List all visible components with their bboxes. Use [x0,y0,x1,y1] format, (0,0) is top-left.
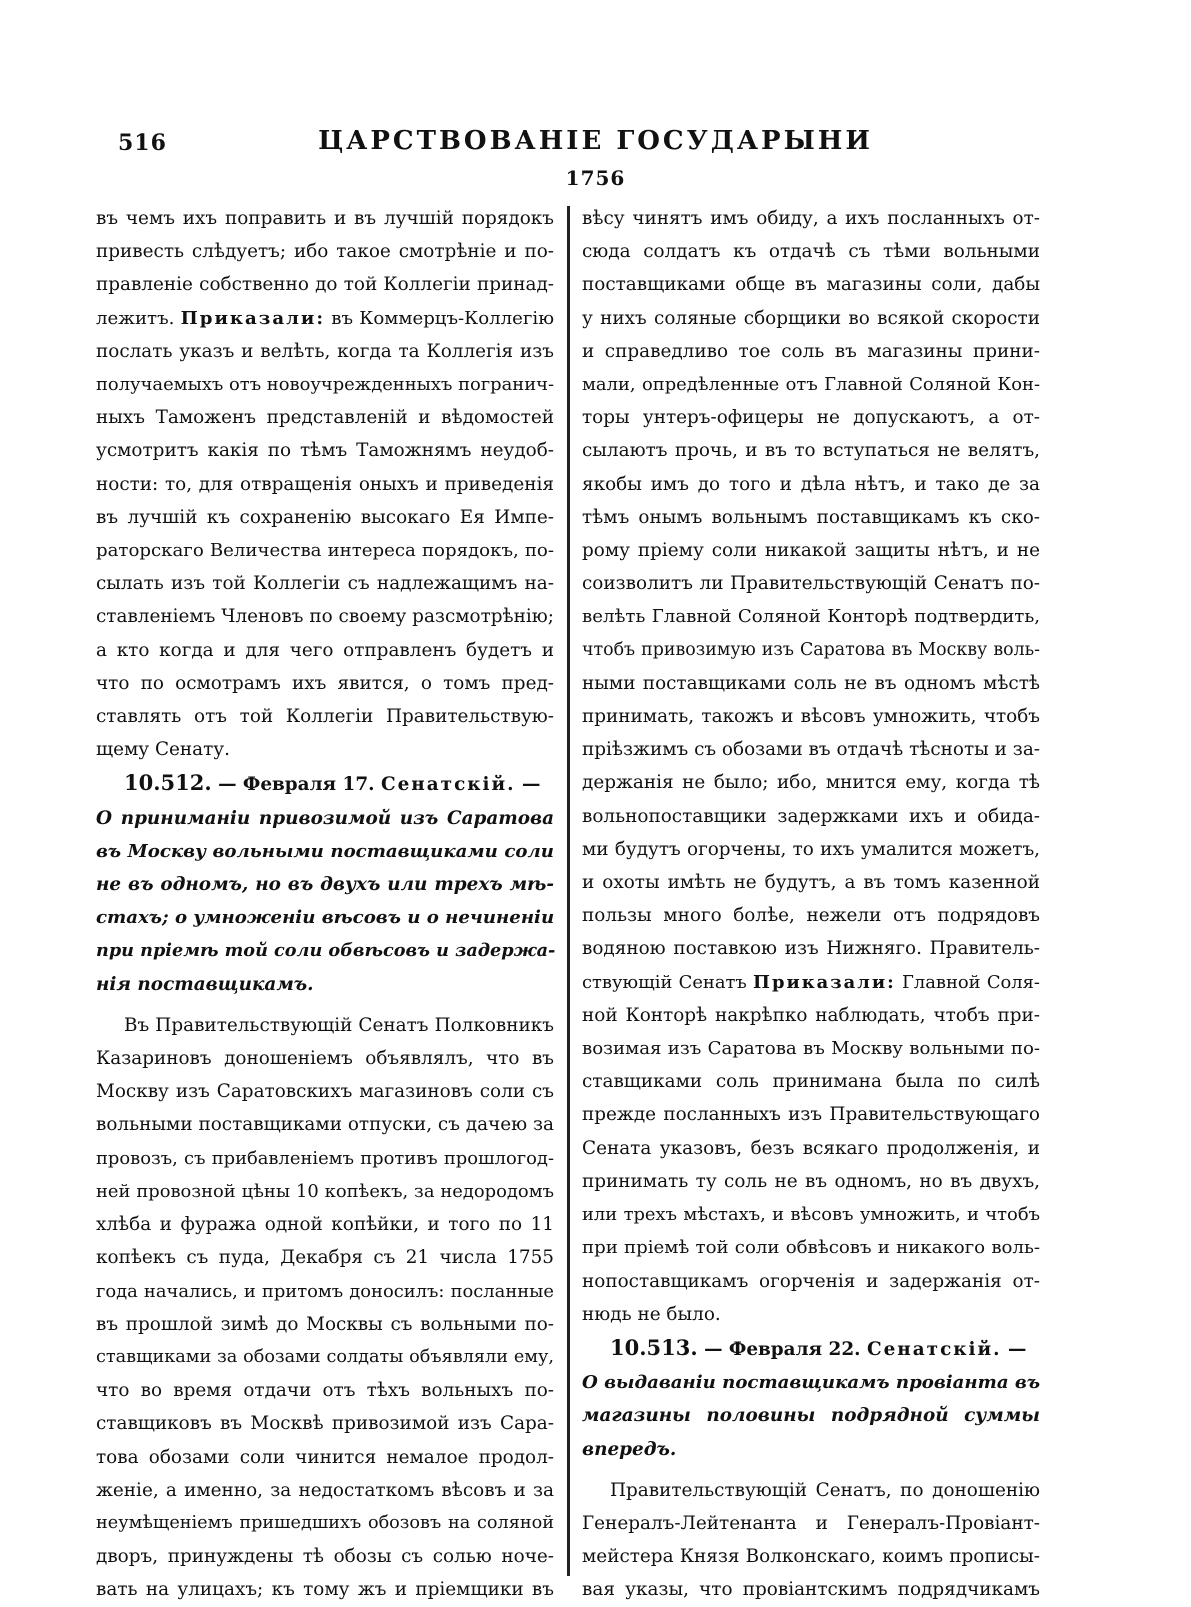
entry-title-line: магазины половины подрядной суммы [582,1405,1040,1427]
text-line [96,302,554,335]
text-line: послать указъ и велѣть, когда та Коллегія изъ [96,340,554,362]
entry-heading-10513 [582,1331,1040,1366]
text-line: торы унтеръ-офицеры не допускаютъ, а от- [582,407,1040,429]
text-line: при пріемѣ той соли обвѣсовъ и никакого воль- [582,1237,1040,1259]
text-fragment: лежитъ. [96,307,175,329]
entry-title-line: О приниманіи привозимой изъ Саратова [96,807,554,829]
text-line: принимать, такожъ и вѣсовъ умножить, чтобъ [582,706,1040,728]
text-line: вѣсу чинятъ имъ обиду, а ихъ посланныхъ от- [582,208,1040,229]
prikazali-keyword: Приказали: [753,971,896,993]
text-line: велѣть Главной Соляной Конторѣ подтвердить, [582,606,1040,628]
prikazali-keyword: Приказали: [180,307,326,329]
text-line: пріѣзжимъ съ обозами въ отдачѣ тѣсноты и за- [582,739,1040,761]
entry-title-line: не въ одномъ, но въ двухъ или трехъ мѣ- [96,874,554,896]
text-line: пользы много болѣе, нежели отъ подрядовъ [582,905,1040,927]
text-fragment: въ Коммерцъ-Коллегію [325,307,554,329]
text-line: провозъ, съ прибавленіемъ противъ прошлогод- [96,1147,554,1169]
page-number: 516 [118,130,167,156]
text-line: вольнопоставщики задержками ихъ и обида- [582,805,1040,827]
running-head: ЦАРСТВОВАНІЕ ГОСУДАРЫНИ [318,126,873,156]
text-line: тѣмъ онымъ вольнымъ поставщикамъ къ ско- [582,506,1040,528]
entry-title-line: впередъ. [582,1438,677,1460]
text-line: что по осмотрамъ ихъ явится, о томъ пред- [96,672,554,694]
text-line: сылать изъ той Коллегіи съ надлежащимъ на- [96,573,554,595]
entry-dash: — [1001,1338,1027,1360]
right-column [582,202,1040,1607]
text-line: а кто когда и для чего отправленъ будетъ и [96,639,554,661]
text-line: Казариновъ доношеніемъ объявлялъ, что въ [96,1048,554,1070]
text-line: держанія не было; ибо, мнится ему, когда тѣ [582,772,1040,794]
text-line: ставщиками за обозами солдаты объявляли ему, [96,1346,554,1367]
entry-number: 10.512. [124,770,212,796]
entry-heading-10512 [96,766,554,801]
text-line: женіе, а именно, за недостаткомъ вѣсовъ и за [96,1479,554,1501]
text-line: возимая изъ Саратова въ Москву вольными по- [582,1038,1040,1060]
text-line: у нихъ соляные сборщики во всякой скорости [582,307,1040,329]
text-line [582,966,1040,999]
text-line: и справедливо тое соль въ магазины прини- [582,340,1040,362]
text-line: ставщиками соль принимана была по силѣ [582,1071,1040,1093]
text-line: Въ Правительствующій Сенатъ Полковникъ [124,1014,554,1036]
text-line: вая указы, что провіантскимъ подрядчикамъ [582,1579,1040,1601]
text-line: ности: то, для отвращенія оныхъ и приведенія [96,473,554,495]
text-line: това обозами соли чинится немалое продол- [96,1446,554,1468]
text-line: ми будутъ огорчены, то ихъ умалится можетъ, [582,838,1040,860]
text-line: вольными поставщиками отпуски, съ дачею за [96,1114,554,1136]
text-line: дворъ, принуждены тѣ обозы съ солью ноче- [96,1546,554,1568]
year-heading: 1756 [565,166,626,190]
text-line: Генералъ-Лейтенанта и Генералъ-Провіант- [582,1512,1040,1534]
text-line: соизволитъ ли Правительствующій Сенатъ по- [582,573,1040,595]
text-line: рому пріему соли никакой защиты нѣтъ, и не [582,540,1040,562]
text-line: и охоты имѣть не будутъ, а въ томъ казенной [582,872,1040,894]
text-line: Правительствующій Сенатъ, по доношенію [610,1479,1040,1501]
text-line: поставщиками обще въ магазины соли, дабы [582,274,1040,296]
text-line: вать на улицахъ; къ тому жъ и пріемщики въ [96,1579,554,1601]
text-line: въ прошлой зимѣ до Москвы съ вольными по- [96,1313,554,1335]
text-line: года начались, и притомъ доносилъ: посланные [96,1280,554,1302]
entry-title-line: стахъ; о умноженіи вѣсовъ и о нечиненіи [96,907,555,929]
text-line: ставщиковъ въ Москвѣ привозимой изъ Сара- [96,1413,554,1435]
text-line: ней провозной цѣны 10 копѣекъ, за недородомъ [96,1180,554,1202]
text-line: мейстера Князя Волконскаго, коимъ прописы- [582,1546,1040,1568]
text-line: ныхъ Таможенъ представленій и вѣдомостей [96,407,554,429]
entry-kind: Сенатскій. [380,774,516,796]
text-line: водяною поставкою изъ Нижняго. Правитель- [582,938,1040,960]
text-fragment: Главной Соля- [895,971,1040,993]
text-line: нюдь не было. [582,1303,721,1325]
text-line: или трехъ мѣстахъ, и вѣсовъ умножить, и чтобъ [582,1204,1040,1226]
text-line: сылаютъ прочь, и въ то вступаться не велятъ, [582,440,1040,462]
text-line: Сената указовъ, безъ всякаго продолженія, и [582,1137,1040,1159]
text-line: копѣекъ съ пуда, Декабря съ 21 числа 1755 [96,1247,554,1269]
text-line: раторскаго Величества интереса порядокъ, по- [96,540,554,562]
text-line: хлѣба и фуража одной копѣйки, и того по 11 [96,1214,554,1236]
text-fragment: ствующій Сенатъ [582,971,754,993]
text-line: неумѣщеніемъ пришедшихъ обозовъ на соляной [96,1512,554,1533]
column-divider [567,206,570,1576]
text-line: получаемыхъ отъ новоучрежденныхъ погранич- [96,374,554,396]
entry-dash: — [515,774,541,796]
text-line: ставленіемъ Членовъ по своему разсмотрѣнію; [96,606,554,628]
text-line: что во время отдачи отъ тѣхъ вольныхъ по- [96,1380,554,1402]
text-line: правленіе собственно до той Коллегіи принад- [96,274,554,296]
text-line: ставлять отъ той Коллегіи Правительствую- [96,706,554,728]
text-line: нопоставщикамъ огорченія и задержанія от- [582,1270,1040,1292]
entry-date: — Февраля 22. [697,1338,867,1360]
entry-title-line: въ Москву вольными поставщиками соли [96,840,554,862]
text-line: въ чемъ ихъ поправить и въ лучшій порядокъ [96,208,554,229]
text-line: ной Конторѣ накрѣпко наблюдать, чтобъ при- [582,1004,1040,1026]
text-line: якобы имъ до того и дѣла нѣтъ, и тако де за [582,473,1040,495]
entry-number: 10.513. [610,1334,698,1360]
text-line: прежде посланныхъ изъ Правительствующаго [582,1104,1040,1126]
text-line: усмотритъ какія по тѣмъ Таможнямъ неудоб- [96,440,554,462]
text-line: чтобъ привозимую изъ Саратова въ Москву воль- [582,639,1040,660]
entry-title-line: при пріемѣ той соли обвѣсовъ и задержа- [96,940,556,962]
text-line: Москву изъ Саратовскихъ магазиновъ соли съ [96,1081,554,1103]
entry-kind: Сенатскій. [866,1338,1002,1360]
text-line: принимать ту соль не въ одномъ, но въ двухъ, [582,1170,1040,1192]
text-line: щему Сенату. [96,739,230,761]
text-line: мали, опредѣленные отъ Главной Соляной Кон- [582,374,1040,396]
text-line: въ лучшій къ сохраненію высокаго Ея Импе- [96,506,554,528]
text-line: привесть слѣдуетъ; ибо такое смотрѣніе и по- [96,241,554,263]
text-line: сюда солдатъ къ отдачѣ съ тѣми вольными [582,241,1040,263]
text-line: ными поставщиками соль не въ одномъ мѣстѣ [582,672,1040,694]
left-column [96,202,554,1607]
entry-date: — Февраля 17. [211,774,381,796]
entry-title-line: нія поставщикамъ. [96,973,314,995]
entry-title-line: О выдаваніи поставщикамъ провіанта въ [582,1372,1041,1394]
